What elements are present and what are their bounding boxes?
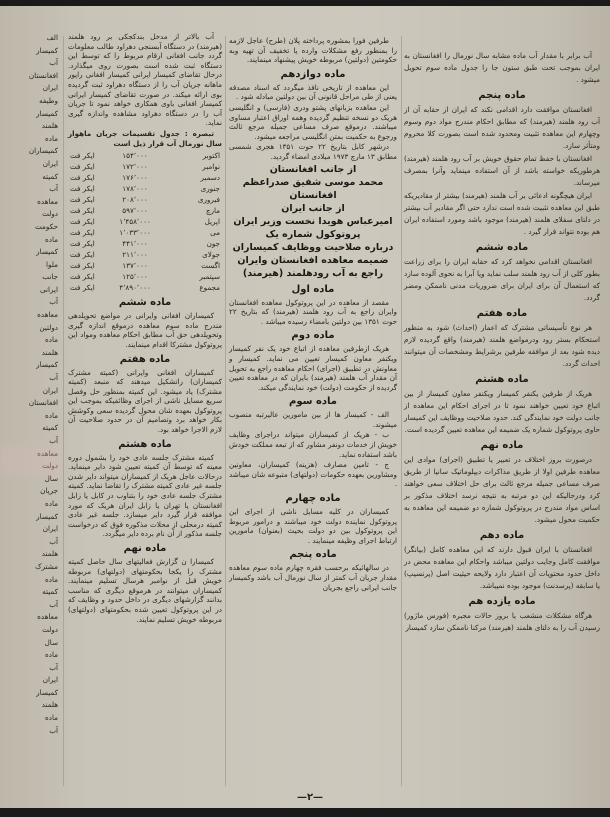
table-cell-value: ۲۱۱٬۰۰۰ [122, 250, 148, 260]
article-heading: ماده هفتم [119, 353, 171, 365]
table-cell-unit: ایکر فت [70, 283, 95, 293]
table-row [68, 205, 222, 216]
text-fragment: مشترک [35, 561, 58, 571]
table-cell-unit: ایکر فت [70, 217, 95, 227]
table-cell-value: ۱۷۲٬۰۰۰ [122, 162, 148, 172]
paragraph: افغانستان با حفظ تمام حقوق خویش بر آب رود هلمند (هیرمند) هرطوریکه خواسته باشد از آن استفاده مینماید وآنرا بمصرف میرساند. [404, 154, 600, 187]
text-fragment: افغانستان [28, 70, 58, 80]
paragraph: کمیساران در کلیه مسایل ناشی از اجرای این پروتوکول نماینده دولت خود میباشند و درامور مربوط این پروتوکول بین دو دولت بحیث (بعنوان) مامورین ارتباط اجرای وظیفه مینمایند . [229, 507, 397, 545]
article-heading: ماده دوم [291, 330, 335, 342]
table-cell-month: اگست [201, 261, 220, 271]
column-divider [63, 36, 64, 786]
paragraph: کمیته مشترک جلسه عادی خود را بشمول دوره معینه که توسط آن کمیته تعیین شود دایر مینماید. درحالات عاجل هریک از کمیساران میتواند دایر شدن جلسه غیر عادی کمیته مشترک را تقاضا نماید. کمیته مشترک جلسه عادی خود را بتناوب در کابل یا زابل افغانستان یا تهران یا زابل ایران هریک که مورد موافقه قرار گیرد دایر میسازد. جلسه غیر عادی کمیته درمحلی از محلات مذکوره فوق که درخواست جلسه مذکور از آن نام برده دایر میگردد. [68, 452, 222, 539]
paragraph: ایران هیچگونه ادعائی بر آب هلمند (هیرمند) بیشتر از مقادیریکه طبق این معاهده تثبیت شده است ندارد حتی اگر مقادیر آب بیشتر در دلتای سفلای هلمند (هیرمند) موجود باشد ومورد استفاده ایران هم بوده نتواند قرار گیرد . [404, 191, 600, 236]
text-fragment: ماده [44, 713, 58, 723]
paragraph: درصورت بروز اختلاف در تعبیر یا تطبیق (اجرای) موادی این معاهده طرفین اولا از طریق مذاکرات دیپلوماتیک سانیا از طریق صرف مساعی جمیله مرجع ثالث برای حل اختلاف سعی خواهند کرد ودرحالیکه این دو مرتبه به نتیجه نرسد اختلاف مذکور بر اساس مواد مندرج در پروتوکول شماره دو ضمیمه این معاهده به حکمیت محول میشود. [404, 455, 600, 524]
table-cell-value: ۱٬۴۵۸٬۰۰۰ [119, 217, 151, 227]
table-row [68, 282, 222, 293]
table-cell-month: دسمبر [200, 173, 220, 183]
text-fragment: کمیته [42, 171, 58, 181]
text-fragment: ملوا [46, 259, 58, 269]
table-row [68, 216, 222, 227]
table-row [68, 227, 222, 238]
paragraph: آب برابر با مقدار آب ماده مشابه سال نورمال را افغانستان به ایران بموجب تحت طبق ستون جا را جدول ماده سوم تحویل میشود . [404, 51, 600, 84]
text-fragment: آب [49, 373, 58, 383]
table-cell-month: سپتمبر [199, 272, 220, 282]
table-cell-value: ۱۵۴٬۰۰۰ [122, 151, 148, 161]
table-cell-month: نوامبر [202, 162, 220, 172]
table-cell-unit: ایکر فت [70, 228, 95, 238]
table-cell-value: ۱۳۷٬۰۰۰ [122, 261, 148, 271]
paragraph: هرگاه مشکلات منشعب یا بروز حالات مجبره (فورس ماژور) رسیدن آب را به دلتای هلمند (هیرمند) مرکنا ناممکن سازد کمیسار [404, 611, 600, 632]
table-cell-value: ۱۲۵٬۰۰۰ [122, 272, 148, 282]
paragraph: ب - هریک از کمیساران میتواند دراجرای وظایف خویش از خدمات دونفر مشاور که از تبعه مملکت خودش باشد استفاده نماید. [229, 430, 397, 459]
text-fragment: ماده [44, 498, 58, 508]
table-cell-value: ۵۹۷٬۰۰۰ [122, 206, 148, 216]
table-note: تبصره : جدول تقسیمات جریان ماهوار سال نورمال آب قرار ذیل است [68, 128, 222, 148]
text-fragment: معاهده [37, 196, 58, 206]
paragraph: مقصد از معاهده در این پروتوکول معاهده افغانستان وایران راجع به آب رود هلمند (هیرمند) که بتاریخ ۲۲ حوت ۱۳۵۱ بین دولتین بامضاء رسیده میباشد . [229, 297, 397, 326]
table-cell-month: مارچ [205, 206, 220, 216]
table-cell-value: ۱۷۸٬۰۰۰ [122, 184, 148, 194]
table-cell-value: ۱٬۰۳۳٬۰۰۰ [119, 228, 151, 238]
paragraph: این معاهده بزبانهای پشتو ودری (فارسی) و انگلیسی هریک دو نسخه تنظیم گردیده وهمه اوراق اعتبار مساوی میباشند. درموقع صرف مساعی جمیله مرجع ثالث ورجوع به حکمیت بمتن انگلیسی مراجعه میشود. [229, 102, 397, 141]
table-cell-unit: ایکر فت [70, 239, 95, 249]
text-fragment: دولت [42, 209, 58, 219]
text-fragment: کمیسار [36, 108, 58, 118]
text-fragment: ایران [42, 83, 58, 93]
table-cell-unit: ایکر فت [70, 173, 95, 183]
article-heading: ماده نهم [123, 543, 167, 554]
text-fragment: معاهده [37, 612, 58, 622]
table-row [68, 271, 222, 282]
text-fragment: سال [44, 637, 58, 647]
text-fragment: کمیته [42, 423, 58, 433]
article-heading: ماده چهارم [285, 493, 341, 505]
table-cell-unit: ایکر فت [70, 184, 95, 194]
signature-line: محمد موسی شفیق صدراعظم افغانستان [242, 176, 384, 201]
table-cell-month: جنوری [200, 184, 220, 194]
text-fragment: سال [44, 473, 58, 483]
signature-line: از جانب افغانستان [269, 163, 357, 175]
paragraph: ج - تامین مصارف (هزینه) کمیساران، معاونین ومشاورین بعهده حکومات (دولتهای) متبوعه شان میباشد . [229, 460, 397, 489]
text-fragment: کمیته [42, 587, 58, 597]
table-cell-value: ۲۰۸٬۰۰۰ [122, 195, 148, 205]
text-fragment: آب [49, 599, 58, 609]
text-fragment: وطیفه [39, 95, 58, 105]
text-fragment: ماده [44, 133, 58, 143]
table-row [68, 183, 222, 194]
article-heading: ماده دوازدهم [280, 68, 346, 80]
article-heading: ماده ششم [475, 242, 529, 253]
table-cell-value: ۴۴۱٬۰۰۰ [122, 239, 148, 249]
text-fragment: ماده [44, 234, 58, 244]
paragraph: افغانستان اقدامی نخواهد کرد که حقابه ایران را برای زراعت بطور کلی از آب رود هلمند سلب نماید ویا آبرا به نحوی آلوده سازد که استعمال آن برای ایران برای ضروریات مدنی ناممکن ومضر گردد. [404, 257, 600, 302]
article-heading: ماده سوم [289, 396, 337, 408]
article-heading: ماده یازده هم [468, 596, 536, 607]
article-heading: ماده پنجم [289, 549, 337, 561]
article-heading: ماده اول [291, 283, 335, 295]
paragraph: آب بالاتر از مدخل بندکجکی بر رود هلمند (هیرمند) در دستگاه آبسنجی دهراود طالب معلومات گردد جانب افغانی ارقام مربوط را که توسط این دستگاه ثبت شده است بصورت روی میگذارد. درحال تقاضای کمیسار ایرانی کمیسار افغانی راپور ماهانه جریان آب را از دستگاه دهراود ثبت گردیده بوی ارائه میکند. در صورت تقاضای کمیسار ایرانی کمیسار افغانی باوی همکاری خواهد نمود تا جریان آب را در دستگاه دهراود مشاهده واندازه گیری نماید. [68, 32, 222, 128]
text-fragment: کمیسار [36, 511, 58, 521]
text-fragment: الف [46, 33, 58, 42]
article-heading: ماده هشتم [475, 374, 529, 385]
article-heading: ماده پنجم [478, 90, 526, 101]
paragraph: درشهر کابل بتاریخ ۲۲ حوت ۱۳۵۱ هجری شمسی مطابق ۱۳ مارچ ۱۹۷۳ میلادی امضاء گردید. [229, 142, 397, 161]
table-cell-value: ۴٬۸۹۰٬۰۰۰ [119, 283, 151, 293]
paragraph: طرفین فورا بمشوره پرداخته پلان (طرح) عاجل لازمه را بمنظور رفع مشکلات وارده یا تخفیف آن تهیه وبه حکومتین (دولتین) مربوطه خویش پیشنهاد مینمایند. [229, 36, 397, 65]
article-heading: ماده ششم [118, 297, 172, 309]
text-fragment: آب [49, 58, 58, 68]
text-fragment: دولت [42, 624, 58, 634]
table-row [68, 194, 222, 205]
paragraph: هریک ازطرفین معاهده از اتباع خود یک نفر کمیسار ویکنفر معاون کمیسار تعیین می نماید. کمیسار و معاونش در تطبیق (اجرای) احکام معاهده راجع به تحویل آن مقدار آب هلمند (هیرمند) بایران که در معاهده تعیین گردیده از حکومت (دولت) خود نمایندگی میکند. [229, 344, 397, 392]
table-cell-month: جولای [202, 250, 220, 260]
paragraph: افغانستان موافقت دارد اقدامی نکند که ایران از حقابه آن از آب رود هلمند (هیرمند) که مطابق احکام مندرج مواد دوم وسوم وچهارم این معاهده تثبیت ومحدود شده است بصورت کلا محروم ومتأثر سازد. [404, 105, 600, 150]
table-cell-month: اپریل [204, 217, 220, 227]
table-row [68, 249, 222, 260]
text-fragment: هلمند [41, 347, 58, 357]
text-fragment: آب [49, 536, 58, 546]
text-fragment: آب [49, 297, 58, 307]
smudge [0, 446, 60, 476]
text-fragment: هلمند [41, 700, 58, 710]
monthly-flow-table [68, 150, 222, 293]
article-heading: ماده نهم [480, 440, 524, 451]
right-column [404, 50, 600, 635]
left-column [68, 32, 222, 625]
text-fragment: ایران [42, 524, 58, 534]
paragraph: الف - کمیسار ها از بین مامورین عالیرتبه منصوب میشوند. [229, 410, 397, 429]
table-cell-value: ۱۷۶٬۰۰۰ [122, 173, 148, 183]
newspaper-page [0, 6, 610, 808]
table-cell-month: مجموع [199, 283, 220, 293]
text-fragment: افغانستان [28, 398, 58, 408]
table-row [68, 150, 222, 161]
paragraph: کمیسارا ن گزارش فعالیتهای سال حاصل کمیته مشترک را یکجا بحکومتهای (دولتهای) مربوطه خویش قبل از نوامبر هرسال تسلیم مینمایند. کمیساران میتوانند در هرموقع دیگری که مناسب بدانند گزارشهای دیگری در داخل حدود و وظایف که در این پروتوکول تعیین شده بحکومتهای (دولتهای) مربوطه خویش تسلیم نمایند. [68, 557, 222, 624]
paragraph: هریک از طرفین یکنفر کمیسار ویکنفر معاون کمیسار از بین اتباع خود تعیین خواهند نمود تا در اجرای احکام این معاهده از جانب دولت خود نمایندگی کند. حدود صلاحیت ووظایف این کمیسار حاوی پروتوکول شماره یک ضمیمه این معاهده تعیین گردیده است. [404, 389, 600, 434]
column-divider [401, 36, 402, 786]
table-row [68, 161, 222, 172]
signature-line: پروتوکول شماره یک [265, 228, 361, 240]
text-fragment: ماده [44, 335, 58, 345]
text-fragment: معاهده [37, 448, 58, 458]
page-number: —۲— [296, 792, 324, 803]
text-fragment: هلمند [41, 549, 58, 559]
table-row [68, 172, 222, 183]
text-fragment: حکومت [34, 221, 58, 231]
text-fragment: کمیسار [36, 360, 58, 370]
text-fragment: آب [49, 184, 58, 194]
table-cell-month: فبروری [197, 195, 220, 205]
table-cell-unit: ایکر فت [70, 195, 95, 205]
text-fragment: هلمند [41, 121, 58, 131]
table-cell-unit: ایکر فت [70, 250, 95, 260]
paragraph: هر نوع تأسیساتی مشترک که اعمار (احداث) شود به منظور استحکام بستر رود ودرمواضع هلمند (هیرمند) واقع گردیده لازم دیده شود بعد از موافقه طرفین برشرایط ومشخصات آن میتوانند احداث گردد. [404, 323, 600, 368]
text-fragment: ایران [42, 158, 58, 168]
text-fragment: ماده [44, 574, 58, 584]
table-row [68, 260, 222, 271]
paragraph: در سالهائیکه برحسب فقره چهارم ماده سوم معاهده مقدار جریان آب کمتر از سال نورمال آب باشد وکمیسار جانب ایرانی راجع بجریان [229, 563, 397, 592]
text-fragment: آب [49, 436, 58, 445]
signature-line: امیرعباس هویدا نخست وزیر ایران [233, 215, 393, 227]
text-fragment: ایران [42, 675, 58, 685]
article-heading: ماده دهم [479, 530, 525, 541]
text-fragment: ایرانی [40, 284, 58, 294]
cut-off-column [2, 32, 58, 737]
table-cell-unit: ایکر فت [70, 206, 95, 216]
text-fragment: کمیسار [36, 247, 58, 257]
table-row [68, 238, 222, 249]
text-fragment: آب [49, 662, 58, 672]
paragraph: این معاهده از تاریخی نافذ میگردد که اسناد مصدقه یعنی از طی مراحل قانونی آن بین دولتین مبادله شود . [229, 82, 397, 102]
table-cell-unit: ایکر فت [70, 261, 95, 271]
text-fragment: معاهده [37, 310, 58, 320]
article-heading: ماده هشتم [118, 438, 172, 450]
table-cell-unit: ایکر فت [70, 162, 95, 172]
text-fragment: کمیساران [28, 146, 58, 156]
text-fragment: دولت [42, 461, 58, 471]
column-divider [225, 36, 226, 786]
text-fragment: ایران [42, 385, 58, 395]
paragraph: افغانستان با ایران قبول دارند که این معاهده کامل (بیانگر) موافقت کامل وجایب دولتین میباشد واحکام این معاهده محض در داخل حدود محتویات آن اعتبار دارد ولایحه حیثیت اصل (پرنسیپ) یا سابقه (پرسدنت) موجود بوده نمیباشد. [404, 545, 600, 590]
article-heading: ماده هفتم [476, 308, 528, 319]
text-fragment: جریان [40, 486, 58, 496]
table-cell-month: اکتوبر [202, 151, 220, 161]
table-cell-month: جون [206, 239, 220, 249]
table-cell-unit: ایکر فت [70, 151, 95, 161]
center-column [229, 36, 397, 593]
paragraph: کمیساران افغانی وایرانی در مواضع تحویلدهی مندرج ماده سوم معاهده درموقع اندازه گیری وتحویلدهی حق آب مطابق احکام معاهده ومواد این پروتوکول مشترکا اقدام مینمایند. [68, 311, 222, 349]
signature-line: درباره صلاحیت ووظایف کمیساران ضمیمه معاهده افغانستان وایران راجع به آب رودهلمند (هیرمند) [232, 241, 394, 279]
table-cell-month: می [210, 228, 220, 238]
text-fragment: ماده [44, 410, 58, 420]
text-fragment: جانب [42, 272, 58, 282]
text-fragment: کمیسار [36, 45, 58, 55]
signature-line: از جانب ایران [281, 202, 345, 214]
text-fragment: دولتین [39, 322, 58, 332]
paragraph: کمیساران افغانی وایرانی (کمیته مشترک کمیساران) راتشکیل میدهند که منبعد (کمیته مشترک) یاد میشود. این کمیته بمنظور حل وفصل سریع مسایل ناشی از اجرای وظائفیکه بموجب این پروتوکول بعهده شان محول گردیده سعی وکوشش بکار خواهد برد وتصامیم آن در حدود صلاحیت آن لازم الاجرا خواهد بود. [68, 367, 222, 435]
text-fragment: ماده [44, 650, 58, 660]
table-cell-unit: ایکر فت [70, 272, 95, 282]
text-fragment: کمیسار [36, 687, 58, 697]
text-fragment: آب [49, 725, 58, 735]
